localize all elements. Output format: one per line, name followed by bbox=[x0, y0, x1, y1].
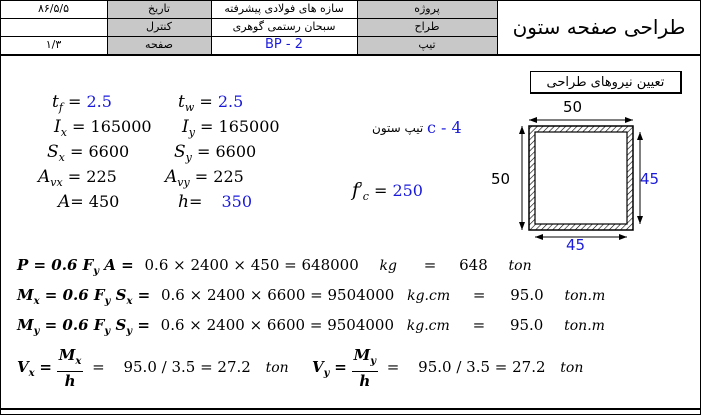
prop-iy: $I_y = 165000$ bbox=[182, 117, 280, 139]
column-type-label: تیپ ستون bbox=[372, 121, 424, 135]
box-inner-void bbox=[535, 132, 627, 224]
designer-value: سبحان رستمی گوهری bbox=[232, 20, 336, 33]
check-value bbox=[0, 18, 107, 36]
date-value: ۸۶/۵/۵ bbox=[37, 2, 70, 15]
dim-left-value: 50 bbox=[491, 170, 511, 188]
dim-right-value: 45 bbox=[640, 170, 660, 188]
dim-bottom-value: 45 bbox=[566, 236, 586, 254]
equation-vy: $V_y$ = $\frac{M_y}{h}$ = 95.0 / 3.5 = 27.2 ton bbox=[312, 346, 584, 390]
page-value: ۱/۳ bbox=[45, 38, 62, 51]
project-value: سازه های فولادی پیشرفته bbox=[224, 2, 344, 15]
label-date: تاریخ bbox=[107, 0, 211, 18]
type-value: BP - 2 bbox=[265, 37, 303, 52]
column-type-value: c - 4 bbox=[427, 118, 462, 137]
equation-my: $M_y = 0.6$ $F_y$ $S_y = 0.6 \times 2400 \times 6600 = 9504000$ kg.cm = 95.0 ton.m bbox=[17, 316, 605, 337]
label-project: پروژه bbox=[357, 0, 497, 18]
prop-avx: $A_{vx} = 225$ bbox=[38, 167, 117, 189]
prop-sx: $S_x = 6600$ bbox=[47, 142, 130, 164]
label-designer: طراح bbox=[357, 18, 497, 36]
page-title: طراحی صفحه ستون bbox=[512, 15, 686, 39]
header-table bbox=[0, 0, 701, 56]
equation-mx: $M_x = 0.6$ $F_y$ $S_x = 0.6 \times 2400 \times 6600 = 9504000$ kg.cm = 95.0 ton.m bbox=[17, 286, 606, 307]
dim-top-value: 50 bbox=[563, 98, 583, 116]
prop-ix: $I_x = 165000$ bbox=[54, 117, 152, 139]
prop-tw: $t_w = 2.5$ bbox=[178, 92, 244, 114]
label-page: صفحه bbox=[107, 36, 211, 54]
label-type: تیپ bbox=[357, 36, 497, 54]
equation-p: P = 0.6 $F_y$ A = 0.6 × 2400 × 450 = 648000 kg = 648 ton bbox=[17, 256, 532, 277]
label-check: کنترل bbox=[107, 18, 211, 36]
prop-sy: $S_y = 6600$ bbox=[174, 142, 257, 164]
prop-tf: $t_f = 2.5$ bbox=[52, 92, 112, 114]
prop-avy: $A_{vy} = 225$ bbox=[165, 167, 244, 189]
prop-h: h= 350 bbox=[178, 192, 252, 212]
bottom-separator bbox=[0, 408, 701, 410]
prop-fc: $f'_c = 250$ bbox=[352, 179, 423, 203]
section-label: تعیین نیروهای طراحی bbox=[530, 71, 682, 94]
prop-a: A= 450 bbox=[58, 192, 120, 212]
equation-vx: $V_x$ = $\frac{M_x}{h}$ = 95.0 / 3.5 = 27.2 ton bbox=[17, 346, 289, 390]
